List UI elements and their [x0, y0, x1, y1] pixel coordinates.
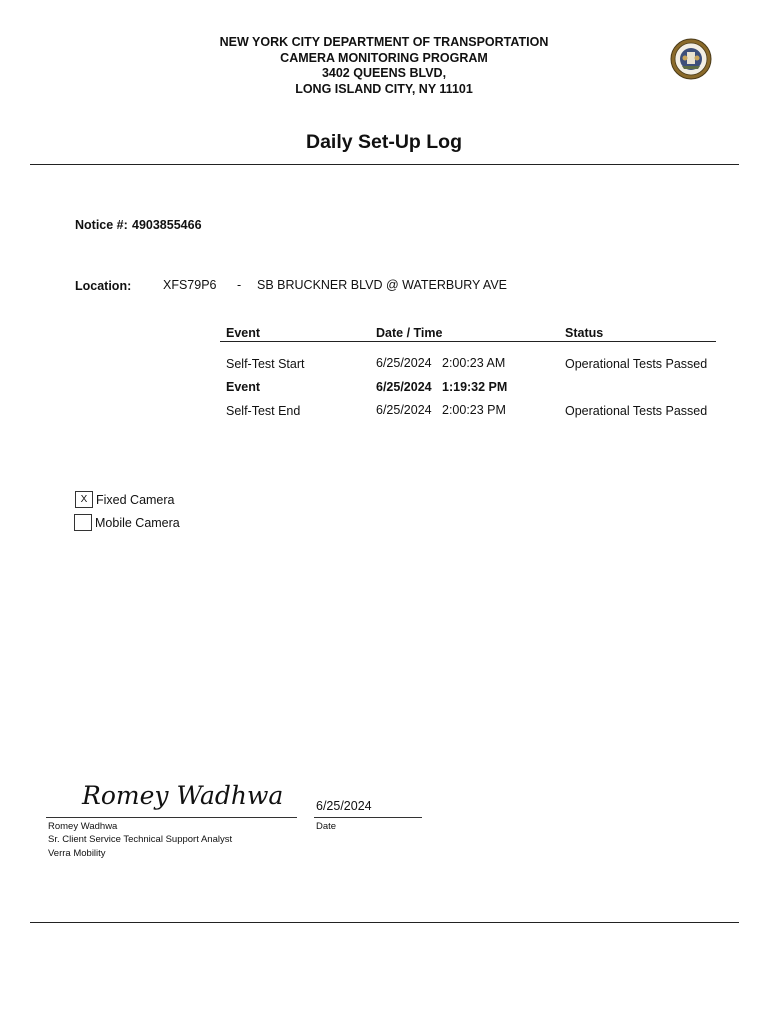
table-header-divider — [220, 341, 716, 342]
page-title: Daily Set-Up Log — [305, 131, 462, 153]
signer-name: Romey Wadhwa — [48, 821, 118, 832]
row-date: 6/25/2024 — [376, 356, 432, 370]
location-code: XFS79P6 — [163, 278, 217, 292]
title-divider — [30, 164, 739, 165]
header-line-4: LONG ISLAND CITY, NY 11101 — [295, 81, 473, 96]
fixed-camera-checkbox[interactable]: X — [75, 491, 93, 508]
header-line-3: 3402 QUEENS BLVD, — [321, 66, 447, 80]
header-line-1: NEW YORK CITY DEPARTMENT OF TRANSPORTATION — [219, 35, 549, 49]
notice-label: Notice #: — [75, 218, 128, 232]
row-date: 6/25/2024 — [376, 403, 432, 417]
column-header-datetime: Date / Time — [376, 326, 443, 340]
column-header-event: Event — [226, 326, 261, 340]
location-address: SB BRUCKNER BLVD @ WATERBURY AVE — [257, 278, 508, 292]
date-line — [314, 817, 422, 818]
signature-date: 6/25/2024 — [316, 799, 372, 813]
row-time: 2:00:23 PM — [442, 403, 506, 417]
row-date: 6/25/2024 — [376, 380, 432, 394]
row-status: Operational Tests Passed — [565, 357, 708, 371]
location-label: Location: — [75, 279, 132, 293]
signer-company: Verra Mobility — [48, 848, 106, 859]
date-label: Date — [316, 821, 337, 832]
footer-divider — [30, 922, 739, 923]
notice-number: 4903855466 — [132, 218, 202, 232]
header-line-2: CAMERA MONITORING PROGRAM — [280, 50, 488, 65]
row-event: Self-Test End — [226, 404, 301, 418]
svg-text:Romey Wadhwa: Romey Wadhwa — [82, 781, 284, 810]
row-event: Event — [226, 380, 261, 394]
nyc-seal-icon — [670, 38, 712, 80]
location-separator: - — [237, 278, 242, 292]
fixed-camera-label: Fixed Camera — [96, 493, 175, 507]
row-event: Self-Test Start — [226, 357, 305, 371]
row-time: 1:19:32 PM — [442, 380, 508, 394]
signature-line — [46, 817, 297, 818]
row-time: 2:00:23 AM — [442, 356, 506, 370]
signer-role: Sr. Client Service Technical Support Analyst — [48, 834, 233, 845]
mobile-camera-label: Mobile Camera — [95, 516, 180, 530]
row-status: Operational Tests Passed — [565, 404, 708, 418]
mobile-camera-checkbox[interactable] — [74, 514, 92, 531]
column-header-status: Status — [565, 326, 604, 340]
